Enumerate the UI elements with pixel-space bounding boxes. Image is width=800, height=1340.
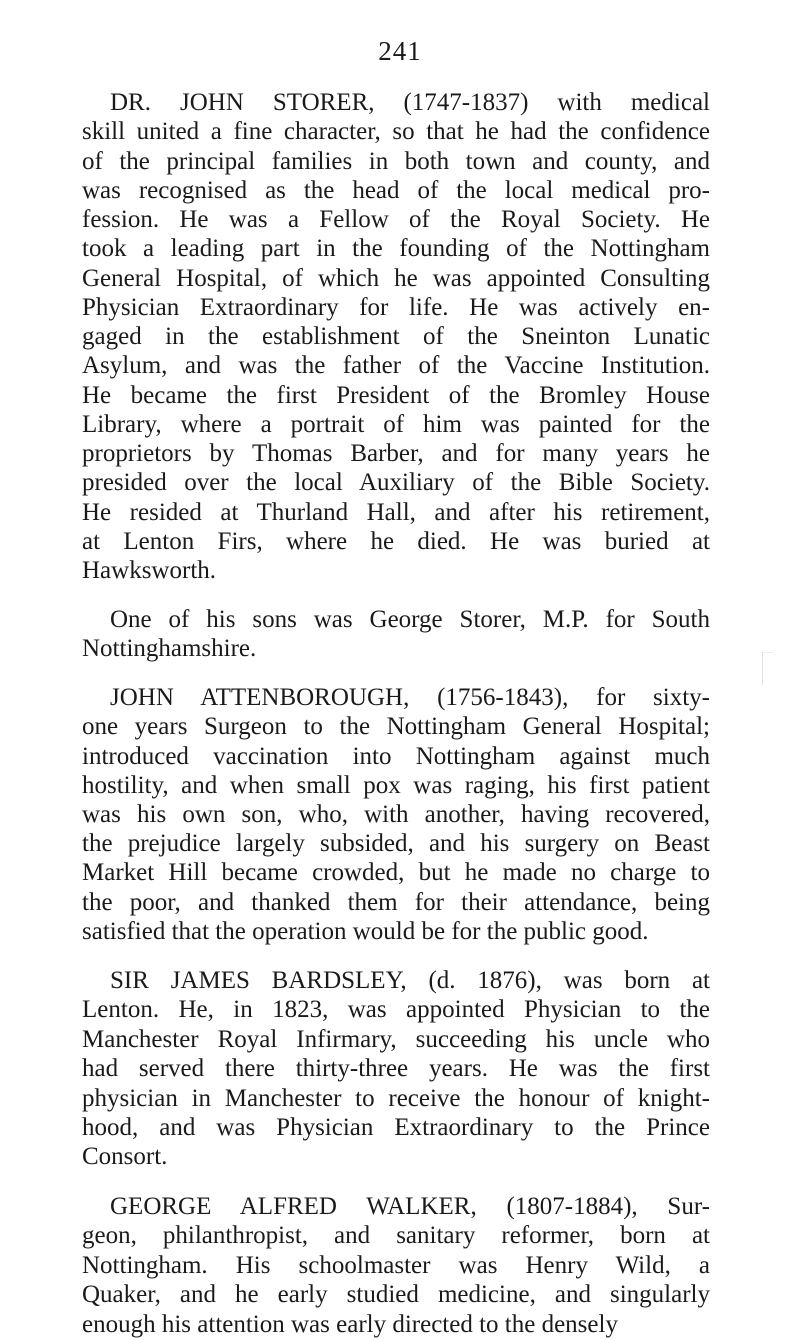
- text-line: was his own son, who, with another, having recovered,: [82, 801, 710, 828]
- text-line: Quaker, and he early studied medicine, and singularly: [82, 1281, 710, 1309]
- text-line: gaged in the establishment of the Sneinton Lunatic: [82, 323, 710, 350]
- text-line: skill united a fine character, so that he had the confidence: [82, 118, 710, 146]
- text-line: He resided at Thurland Hall, and after his retirement,: [82, 498, 710, 526]
- paragraph: [82, 683, 710, 946]
- text-line: Physician Extraordinary for life. He was actively en-: [82, 293, 710, 321]
- text-line: one years Surgeon to the Nottingham General Hospital;: [82, 713, 710, 741]
- text-line: presided over the local Auxiliary of the Bible Society.: [82, 469, 710, 497]
- margin-mark: [762, 652, 773, 685]
- text-line: introduced vaccination into Nottingham against much: [82, 742, 710, 770]
- text-line: Manchester Royal Infirmary, succeeding his uncle who: [82, 1025, 710, 1053]
- paragraph: [82, 605, 710, 663]
- text-line: took a leading part in the founding of the Nottingham: [82, 235, 710, 263]
- text-line: the poor, and thanked them for their attendance, being: [82, 888, 710, 916]
- text-line: DR. JOHN STORER, (1747-1837) with medical: [110, 89, 710, 116]
- text-line: Lenton. He, in 1823, was appointed Physician to the: [82, 996, 710, 1024]
- text-line: fession. He was a Fellow of the Royal Society. He: [82, 206, 710, 233]
- text-line: Consort.: [82, 1143, 168, 1171]
- text-line: physician in Manchester to receive the honour of knight-: [82, 1084, 710, 1112]
- text-line: Nottinghamshire.: [82, 635, 257, 663]
- text-line: the prejudice largely subsided, and his surgery on Beast: [82, 830, 710, 858]
- paragraph: [82, 1192, 710, 1340]
- text-line: had served there thirty-three years. He was the first: [82, 1055, 710, 1083]
- text-line: hostility, and when small pox was raging, his first patient: [82, 771, 710, 799]
- text-line: was recognised as the head of the local medical pro-: [82, 176, 710, 204]
- text-line: GEORGE ALFRED WALKER, (1807-1884), Sur-: [110, 1192, 710, 1220]
- body-text: [82, 88, 710, 1340]
- text-line: General Hospital, of which he was appointed Consulting: [82, 264, 710, 292]
- text-line: geon, philanthropist, and sanitary reformer, born at: [82, 1222, 710, 1250]
- paragraph: [82, 88, 710, 585]
- text-line: satisfied that the operation would be for the public good.: [82, 917, 649, 945]
- text-line: Asylum, and was the father of the Vaccine Institution.: [82, 352, 710, 380]
- text-line: hood, and was Physician Extraordinary to the Prince: [82, 1113, 710, 1141]
- text-line: Nottingham. His schoolmaster was Henry Wild, a: [82, 1251, 710, 1279]
- text-line: He became the first President of the Bromley House: [82, 381, 710, 409]
- text-line: Market Hill became crowded, but he made no charge to: [82, 859, 710, 887]
- text-line: Hawksworth.: [82, 557, 217, 584]
- text-line: One of his sons was George Storer, M.P. for South: [110, 606, 710, 634]
- page-number: 241: [378, 36, 422, 66]
- text-line: enough his attention was early directed to the densely: [82, 1311, 618, 1339]
- text-line: Library, where a portrait of him was painted for the: [82, 410, 710, 438]
- text-line: SIR JAMES BARDSLEY, (d. 1876), was born at: [110, 966, 710, 994]
- text-line: of the principal families in both town and county, and: [82, 147, 710, 175]
- text-line: JOHN ATTENBOROUGH, (1756-1843), for sixty-: [110, 684, 710, 712]
- paragraph: [82, 966, 710, 1172]
- text-line: proprietors by Thomas Barber, and for many years he: [82, 440, 710, 467]
- text-line: at Lenton Firs, where he died. He was buried at: [82, 527, 710, 555]
